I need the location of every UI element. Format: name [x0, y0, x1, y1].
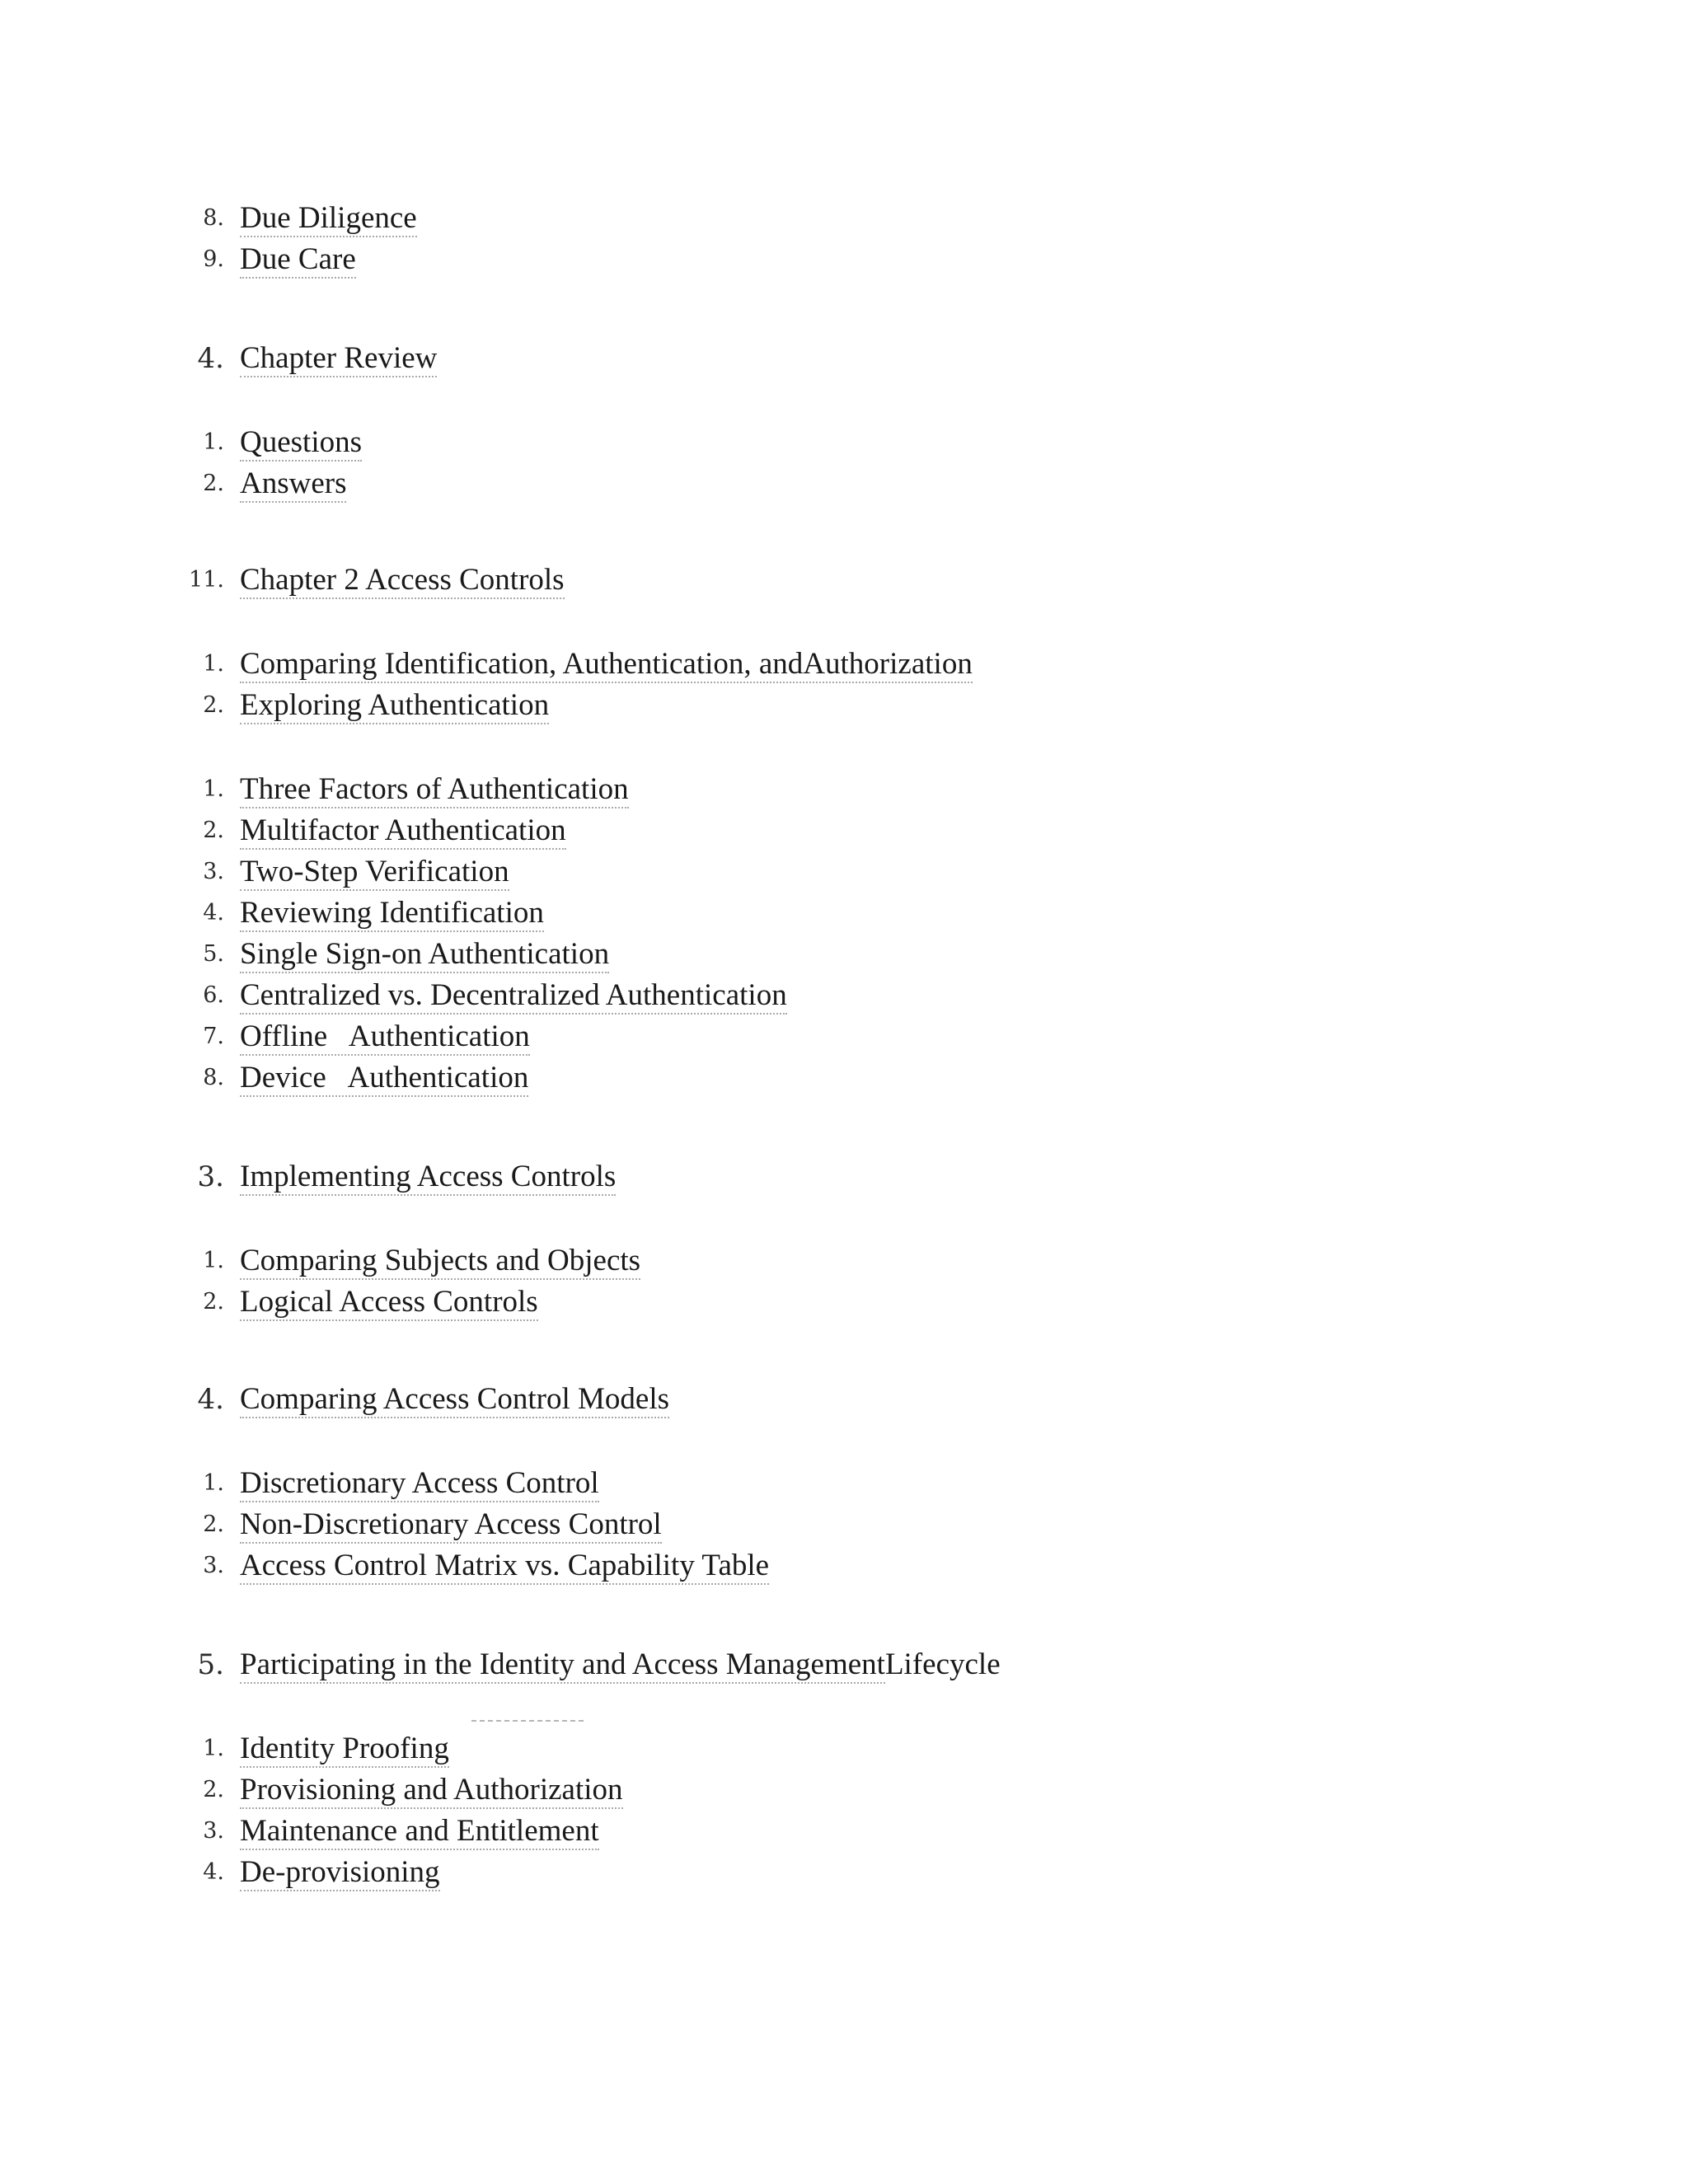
- toc-entry: [0, 1850, 1688, 1895]
- toc-entry: [0, 767, 1688, 812]
- toc-link[interactable]: [240, 1727, 449, 1771]
- toc-link-tail: Lifecycle: [884, 1647, 1001, 1681]
- toc-entry: [0, 1239, 1688, 1283]
- toc-link-text[interactable]: Provisioning and Authorization: [240, 1773, 623, 1809]
- toc-entry: [0, 420, 1688, 465]
- toc-link-text[interactable]: Maintenance and Entitlement: [240, 1814, 599, 1850]
- toc-link-text[interactable]: Implementing Access Controls: [240, 1160, 616, 1196]
- toc-number: 1.: [203, 1248, 224, 1273]
- toc-number: 3.: [203, 859, 224, 884]
- toc-link-text[interactable]: Non-Discretionary Access Control: [240, 1507, 662, 1544]
- toc-entry: [0, 1727, 1688, 1771]
- toc-link[interactable]: [240, 1809, 599, 1854]
- toc-link-text[interactable]: Due Care: [240, 242, 356, 279]
- toc-link[interactable]: [240, 1377, 669, 1422]
- toc-link[interactable]: [240, 683, 549, 728]
- toc-number: 2.: [203, 1289, 224, 1315]
- toc-number: 2.: [203, 1511, 224, 1537]
- toc-link-text[interactable]: Centralized vs. Decentralized Authentication: [240, 978, 787, 1015]
- toc-link-text[interactable]: Questions: [240, 425, 362, 462]
- toc-link-text[interactable]: Logical Access Controls: [240, 1285, 538, 1321]
- toc-link[interactable]: [240, 767, 629, 812]
- toc-number: 8.: [203, 1065, 224, 1090]
- toc-entry: [0, 683, 1688, 728]
- toc-link-text[interactable]: Answers: [240, 466, 346, 503]
- toc-entry: [0, 237, 1688, 282]
- toc-entry: [0, 642, 1688, 687]
- toc-number: 2.: [203, 818, 224, 843]
- toc-entry: [0, 558, 1688, 602]
- toc-number: 7.: [203, 1024, 224, 1049]
- toc-link[interactable]: [240, 973, 787, 1018]
- toc-number: 3.: [203, 1553, 224, 1578]
- toc-entry: [0, 1768, 1688, 1812]
- toc-number: 5.: [197, 1648, 224, 1681]
- toc-entry: [0, 1056, 1688, 1100]
- toc-link-text[interactable]: Chapter Review: [240, 341, 437, 377]
- toc-entry: [0, 196, 1688, 241]
- toc-number: 1.: [203, 1736, 224, 1761]
- toc-link[interactable]: [240, 1850, 440, 1895]
- toc-number: 4.: [197, 342, 224, 375]
- toc-link[interactable]: [240, 932, 609, 977]
- toc-number: 1.: [203, 651, 224, 677]
- toc-number: 4.: [197, 1383, 224, 1416]
- toc-entry: [0, 850, 1688, 894]
- toc-link[interactable]: [240, 336, 437, 381]
- toc-number: 3.: [203, 1818, 224, 1844]
- toc-number: 4.: [203, 1859, 224, 1885]
- toc-entry: [0, 1155, 1688, 1199]
- toc-link-text[interactable]: Identity Proofing: [240, 1732, 449, 1768]
- toc-link-text[interactable]: De-provisioning: [240, 1855, 440, 1891]
- toc-link[interactable]: [240, 1155, 616, 1199]
- toc-number: 1.: [203, 429, 224, 455]
- toc-link[interactable]: [240, 462, 346, 506]
- toc-link[interactable]: [240, 1015, 530, 1059]
- toc-link[interactable]: [240, 1768, 623, 1812]
- toc-link[interactable]: [240, 196, 417, 241]
- toc-entry: [0, 1502, 1688, 1547]
- toc-number: 6.: [203, 982, 224, 1008]
- toc-link[interactable]: [240, 1544, 769, 1588]
- toc-link-text[interactable]: Offline Authentication: [240, 1019, 530, 1056]
- dashed-marker: [471, 1720, 584, 1722]
- toc-entry: [0, 1377, 1688, 1422]
- toc-link-text[interactable]: Participating in the Identity and Access Management: [240, 1647, 885, 1684]
- toc-number: 2.: [203, 1777, 224, 1802]
- toc-link[interactable]: [240, 1239, 640, 1283]
- toc-entry: [0, 1461, 1688, 1506]
- toc-number: 8.: [203, 205, 224, 231]
- toc-entry: [0, 932, 1688, 977]
- toc-link-text[interactable]: Due Diligence: [240, 201, 417, 237]
- toc-entry: [0, 1015, 1688, 1059]
- toc-entry: [0, 1544, 1688, 1588]
- toc-entry: [0, 1809, 1688, 1854]
- toc-link-text[interactable]: Comparing Identification, Authentication, andAuthorization: [240, 647, 973, 683]
- toc-link-text[interactable]: Reviewing Identification: [240, 896, 544, 932]
- toc-number: 1.: [203, 776, 224, 802]
- toc-number: 5.: [203, 941, 224, 967]
- toc-link[interactable]: [240, 1056, 528, 1100]
- toc-link-text[interactable]: Multifactor Authentication: [240, 813, 566, 850]
- toc-number: 3.: [197, 1160, 224, 1193]
- toc-link[interactable]: [240, 850, 509, 894]
- toc-entry: [0, 891, 1688, 935]
- toc-link[interactable]: [240, 1280, 538, 1324]
- toc-entry: [0, 336, 1688, 381]
- toc-number: 1.: [203, 1470, 224, 1496]
- toc-entry: [0, 1643, 1688, 1687]
- toc-entry: [0, 808, 1688, 853]
- toc-link-text[interactable]: Two-Step Verification: [240, 855, 509, 891]
- toc-link[interactable]: [240, 237, 356, 282]
- toc-link[interactable]: [240, 642, 973, 687]
- toc-number: 4.: [203, 900, 224, 926]
- toc-link[interactable]: [240, 1502, 662, 1547]
- toc-link[interactable]: [240, 1461, 599, 1506]
- toc-link-text[interactable]: Exploring Authentication: [240, 688, 549, 724]
- toc-link[interactable]: [240, 1643, 1001, 1687]
- toc-entry: [0, 1280, 1688, 1324]
- toc-number: 11.: [189, 567, 224, 593]
- toc-link[interactable]: [240, 808, 566, 853]
- toc-link-text[interactable]: Chapter 2 Access Controls: [240, 563, 565, 599]
- toc-number: 9.: [203, 246, 224, 272]
- toc-entry: [0, 462, 1688, 506]
- toc-link-text[interactable]: Discretionary Access Control: [240, 1466, 599, 1502]
- toc-link-text[interactable]: Device Authentication: [240, 1061, 528, 1097]
- toc-number: 2.: [203, 692, 224, 718]
- toc-link[interactable]: [240, 891, 544, 935]
- toc-entry: [0, 973, 1688, 1018]
- toc-number: 2.: [203, 471, 224, 496]
- toc-link[interactable]: [240, 558, 565, 602]
- toc-link-text[interactable]: Comparing Subjects and Objects: [240, 1244, 640, 1280]
- toc-link-text[interactable]: Single Sign-on Authentication: [240, 937, 609, 973]
- toc-link-text[interactable]: Access Control Matrix vs. Capability Table: [240, 1549, 769, 1585]
- toc-link-text[interactable]: Three Factors of Authentication: [240, 772, 629, 808]
- toc-link[interactable]: [240, 420, 362, 465]
- toc-link-text[interactable]: Comparing Access Control Models: [240, 1382, 669, 1418]
